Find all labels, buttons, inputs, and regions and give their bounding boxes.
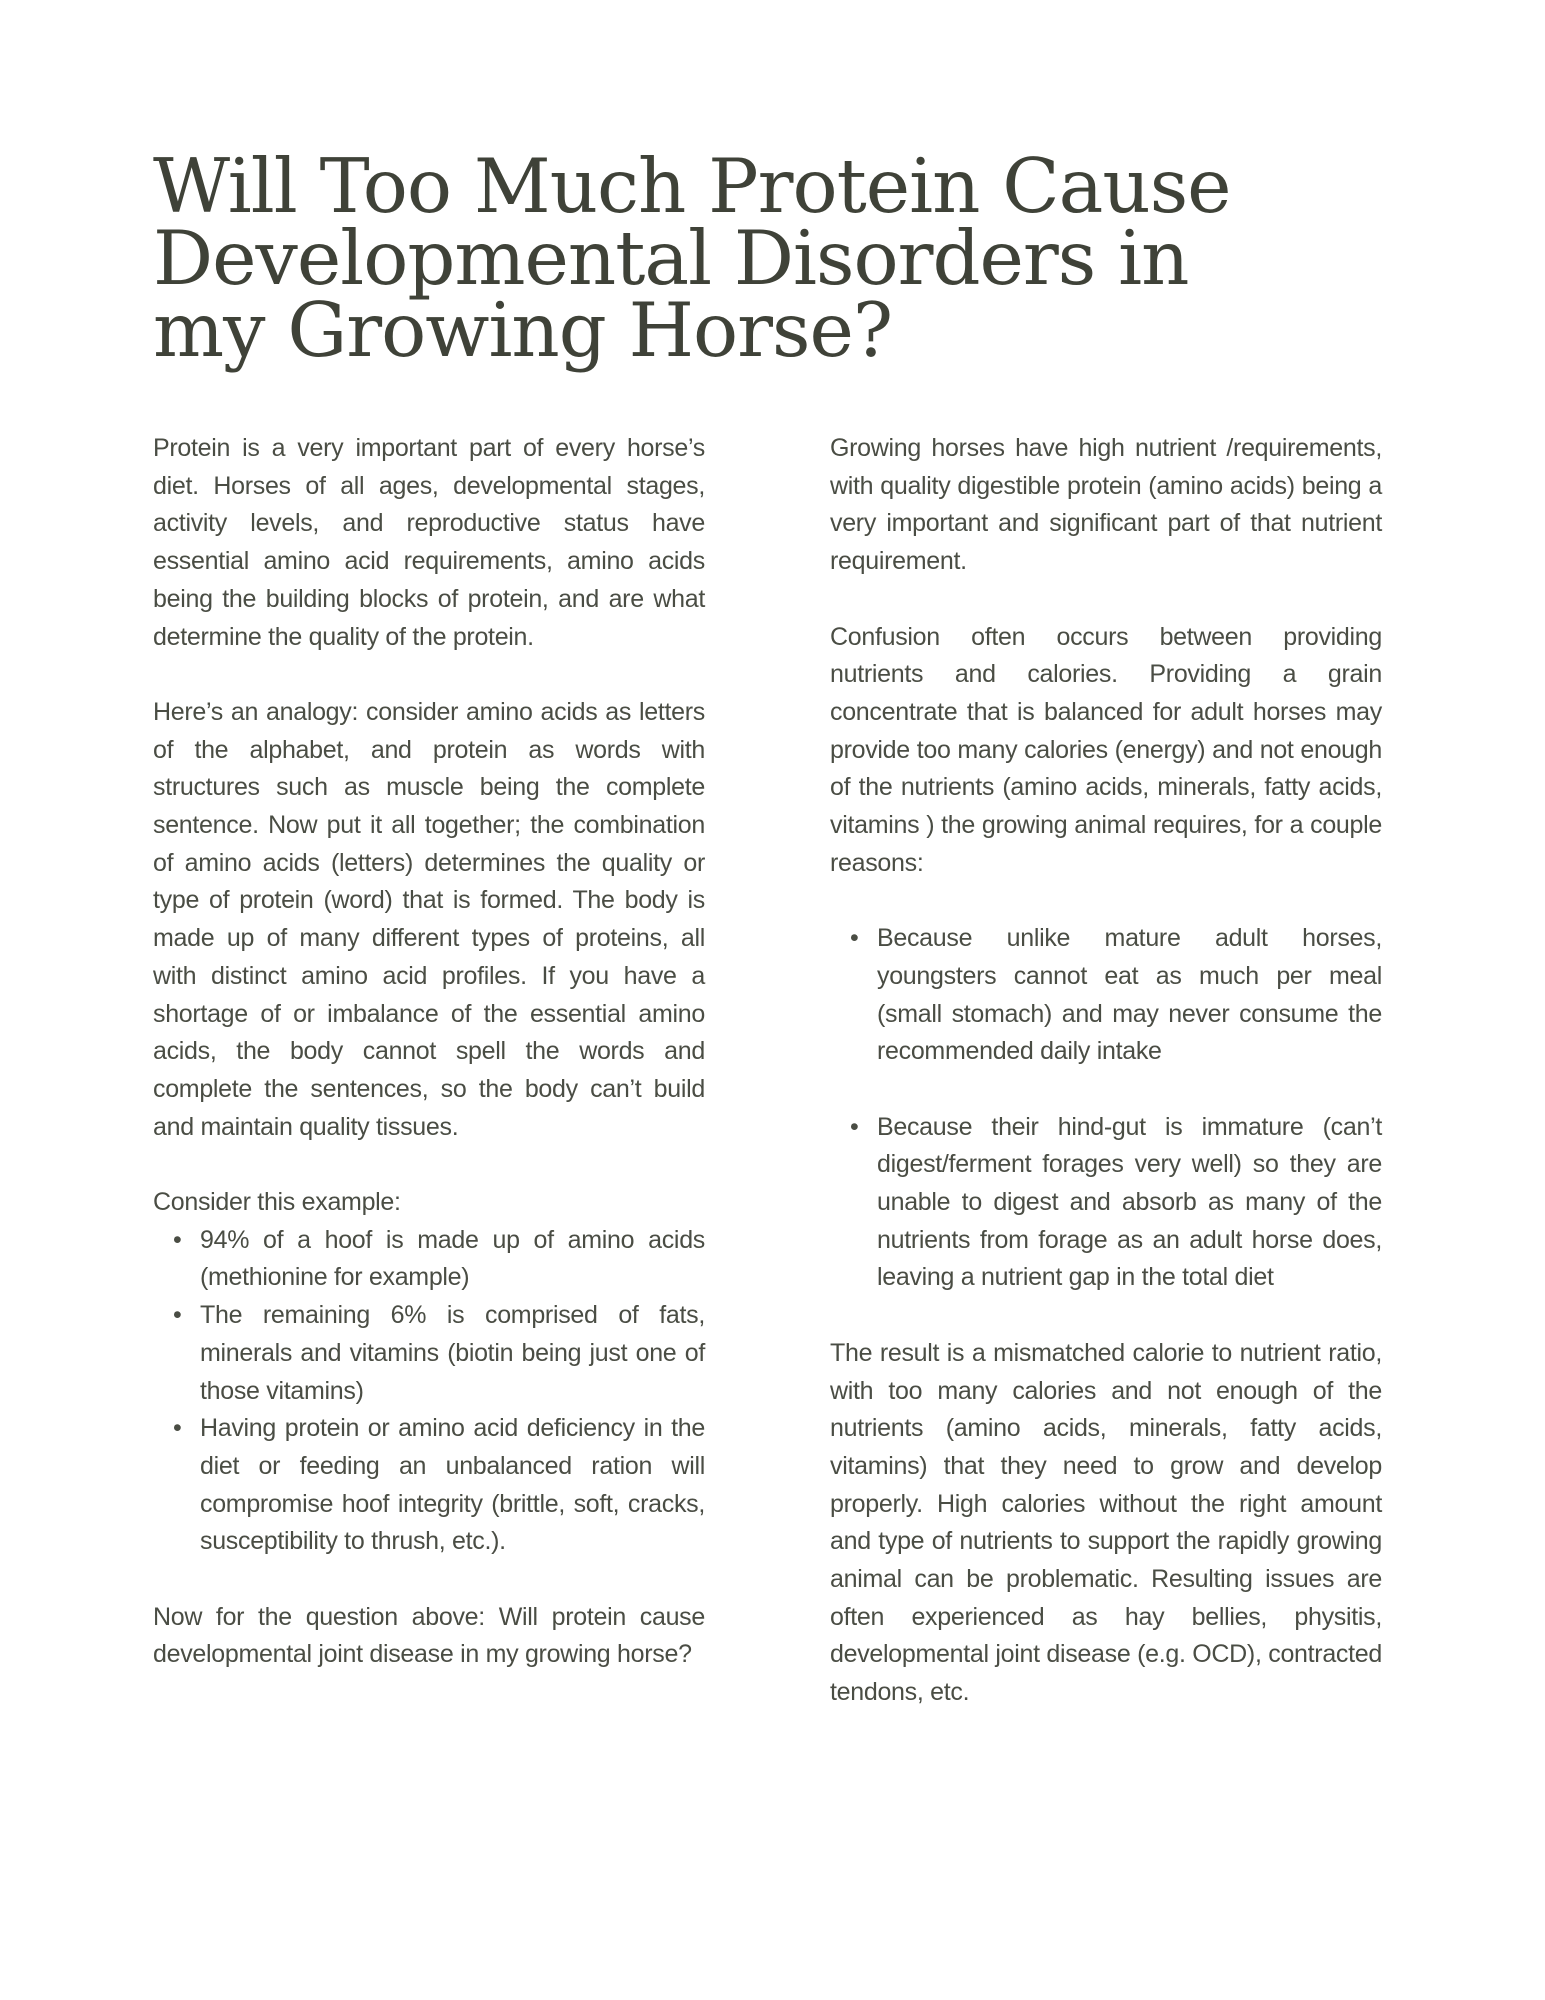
list-item: [173, 1410, 705, 1561]
list-item-text: The remaining 6% is comprised of fats, minerals and vitamins (biotin being just one of those vitamins): [200, 1301, 705, 1405]
left-column: [153, 430, 705, 1674]
example-list: [153, 1222, 705, 1561]
list-item-text: Having protein or amino acid deficiency in the diet or feeding an unbalanced ration will compromise hoof integrity (brittle, soft, cracks, susceptibility to thrush, etc.).: [200, 1414, 705, 1556]
requirements-paragraph: Growing horses have high nutrient /requirements, with quality digestible protein (amino acids) being a very important and significant part of that nutrient requirement.: [830, 434, 1382, 576]
title-line-1: Will Too Much Protein Cause: [153, 142, 1231, 230]
list-item: [173, 1297, 705, 1410]
list-item-text: 94% of a hoof is made up of amino acids (methionine for example): [200, 1225, 705, 1292]
confusion-paragraph: Confusion often occurs between providing nutrients and calories. Providing a grain concentrate that is balanced for adult horses may provide too many calories (energy) and not enough of the nutrients (amino acids, minerals, fatty acids, vitamins ) the growing animal requires, for a couple reasons:: [830, 622, 1382, 877]
bullet-icon: •: [173, 1225, 182, 1254]
bullet-icon: •: [850, 1112, 859, 1141]
list-item: [850, 920, 1382, 1071]
list-item-text: Because unlike mature adult horses, youngsters cannot eat as much per meal (small stomach) and may never consume the recommended daily intake: [877, 924, 1382, 1066]
bullet-icon: •: [173, 1414, 182, 1443]
reasons-list: [830, 920, 1382, 1297]
result-paragraph: The result is a mismatched calorie to nutrient ratio, with too many calories and not enough of the nutrients (amino acids, minerals, fatty acids, vitamins) that they need to grow and develop properly. High calories without the right amount and type of nutrients to support the rapidly growing animal can be problematic. Resulting issues are often experienced as hay bellies, physitis, developmental joint disease (e.g. OCD), contracted tendons, etc.: [830, 1338, 1382, 1707]
list-item-text: Because their hind-gut is immature (can’t digest/ferment forages very well) so they are unable to digest and absorb as many of the nutrients from forage as an adult horse does, leaving a nutrient gap in the total diet: [877, 1112, 1382, 1292]
title-line-3: my Growing Horse?: [153, 286, 893, 374]
bullet-icon: •: [850, 924, 859, 953]
example-intro: Consider this example:: [153, 1188, 401, 1217]
right-column: [830, 430, 1382, 1712]
analogy-paragraph: Here’s an analogy: consider amino acids as letters of the alphabet, and protein as words with structures such as muscle being the complete sentence. Now put it all together; the combination of amino acids (letters) determines the quality or type of protein (word) that is formed. The body is made up of many different types of proteins, all with distinct amino acid profiles. If you have a shortage of or imbalance of the essential amino acids, the body cannot spell the words and complete the sentences, so the body can’t build and maintain quality tissues.: [153, 697, 705, 1141]
bullet-icon: •: [173, 1301, 182, 1330]
intro-paragraph: Protein is a very important part of every horse’s diet. Horses of all ages, developmental stages, activity levels, and reproductive status have essential amino acid requirements, amino acids being the building blocks of protein, and are what determine the quality of the protein.: [153, 434, 705, 651]
list-item: [173, 1222, 705, 1297]
title-line-2: Developmental Disorders in: [153, 214, 1189, 302]
page-title: [153, 142, 1403, 374]
question-paragraph: Now for the question above: Will protein cause developmental joint disease in my growing horse?: [153, 1602, 705, 1669]
list-item: [850, 1109, 1382, 1298]
